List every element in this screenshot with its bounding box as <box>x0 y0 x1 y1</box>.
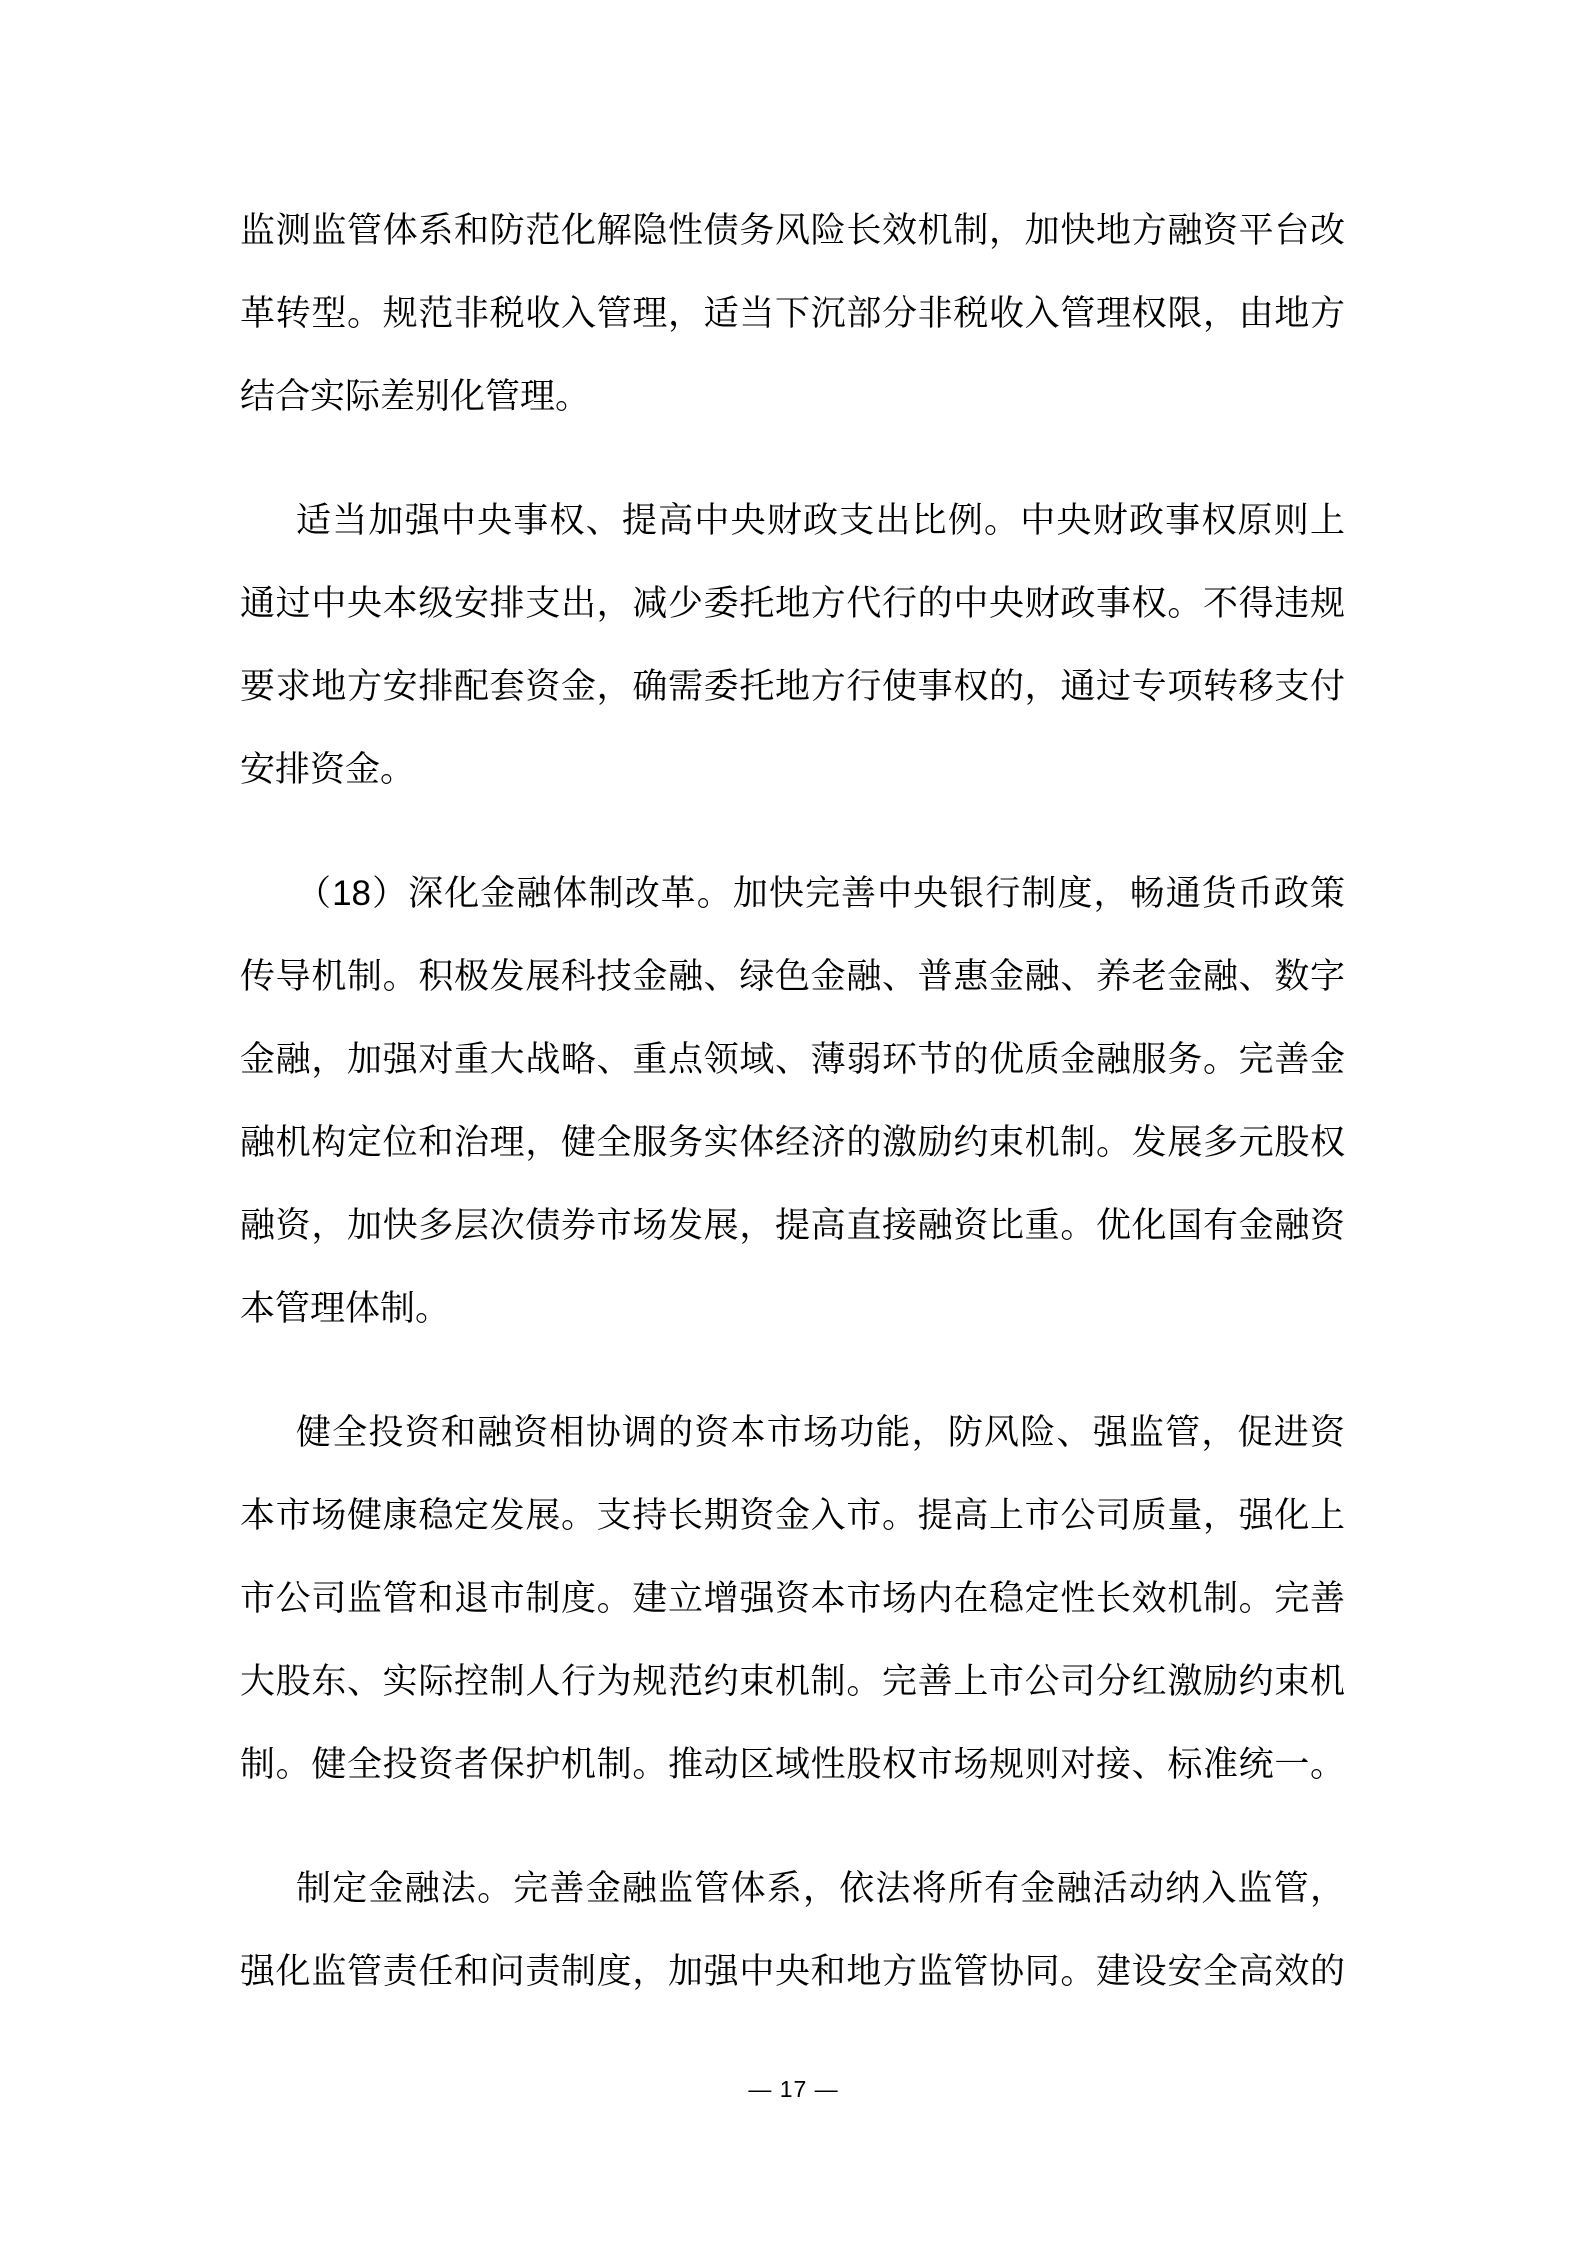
text-line: 适当加强中央事权、提高中央财政支出比例。中央财政事权原则上 <box>296 501 1345 540</box>
text-line: 传导机制。积极发展科技金融、绿色金融、普惠金融、养老金融、数字 <box>240 957 1345 996</box>
text-line: 通过中央本级安排支出，减少委托地方代行的中央财政事权。不得违规 <box>240 584 1345 623</box>
text-line: 融资，加快多层次债券市场发展，提高直接融资比重。优化国有金融资 <box>240 1206 1345 1245</box>
text-line: 本市场健康稳定发展。支持长期资金入市。提高上市公司质量，强化上 <box>240 1496 1345 1535</box>
page-number: — 17 — <box>748 2076 839 2102</box>
text-line: 健全投资和融资相协调的资本市场功能，防风险、强监管，促进资 <box>296 1413 1345 1452</box>
text-line: 安排资金。 <box>240 750 416 789</box>
text-line: 本管理体制。 <box>240 1289 451 1328</box>
text-line: 要求地方安排配套资金，确需委托地方行使事权的，通过专项转移支付 <box>240 667 1345 706</box>
text-line: 金融，加强对重大战略、重点领域、薄弱环节的优质金融服务。完善金 <box>240 1040 1345 1079</box>
text-line: 市公司监管和退市制度。建立增强资本市场内在稳定性长效机制。完善 <box>240 1579 1345 1618</box>
text-line: 强化监管责任和问责制度，加强中央和地方监管协同。建设安全高效的 <box>240 1952 1345 1991</box>
paragraph <box>240 1391 1345 1806</box>
paragraph <box>240 852 1345 1350</box>
text-line: 监测监管体系和防范化解隐性债务风险长效机制，加快地方融资平台改 <box>240 211 1345 250</box>
text-line: 大股东、实际控制人行为规范约束机制。完善上市公司分红激励约束机 <box>240 1662 1345 1701</box>
paragraph <box>240 189 1345 438</box>
text-line: 结合实际差别化管理。 <box>240 377 591 416</box>
text-line: 制。健全投资者保护机制。推动区域性股权市场规则对接、标准统一。 <box>240 1745 1345 1784</box>
text-line: 融机构定位和治理，健全服务实体经济的激励约束机制。发展多元股权 <box>240 1123 1345 1162</box>
page-footer <box>0 2076 1587 2103</box>
paragraph <box>240 479 1345 811</box>
text-line: 制定金融法。完善金融监管体系，依法将所有金融活动纳入监管， <box>296 1869 1345 1908</box>
text-line: （18）深化金融体制改革。加快完善中央银行制度，畅通货币政策 <box>296 874 1345 913</box>
text-line: 革转型。规范非税收入管理，适当下沉部分非税收入管理权限，由地方 <box>240 294 1345 333</box>
document-text <box>240 189 1345 2054</box>
paragraph <box>240 1847 1345 2013</box>
